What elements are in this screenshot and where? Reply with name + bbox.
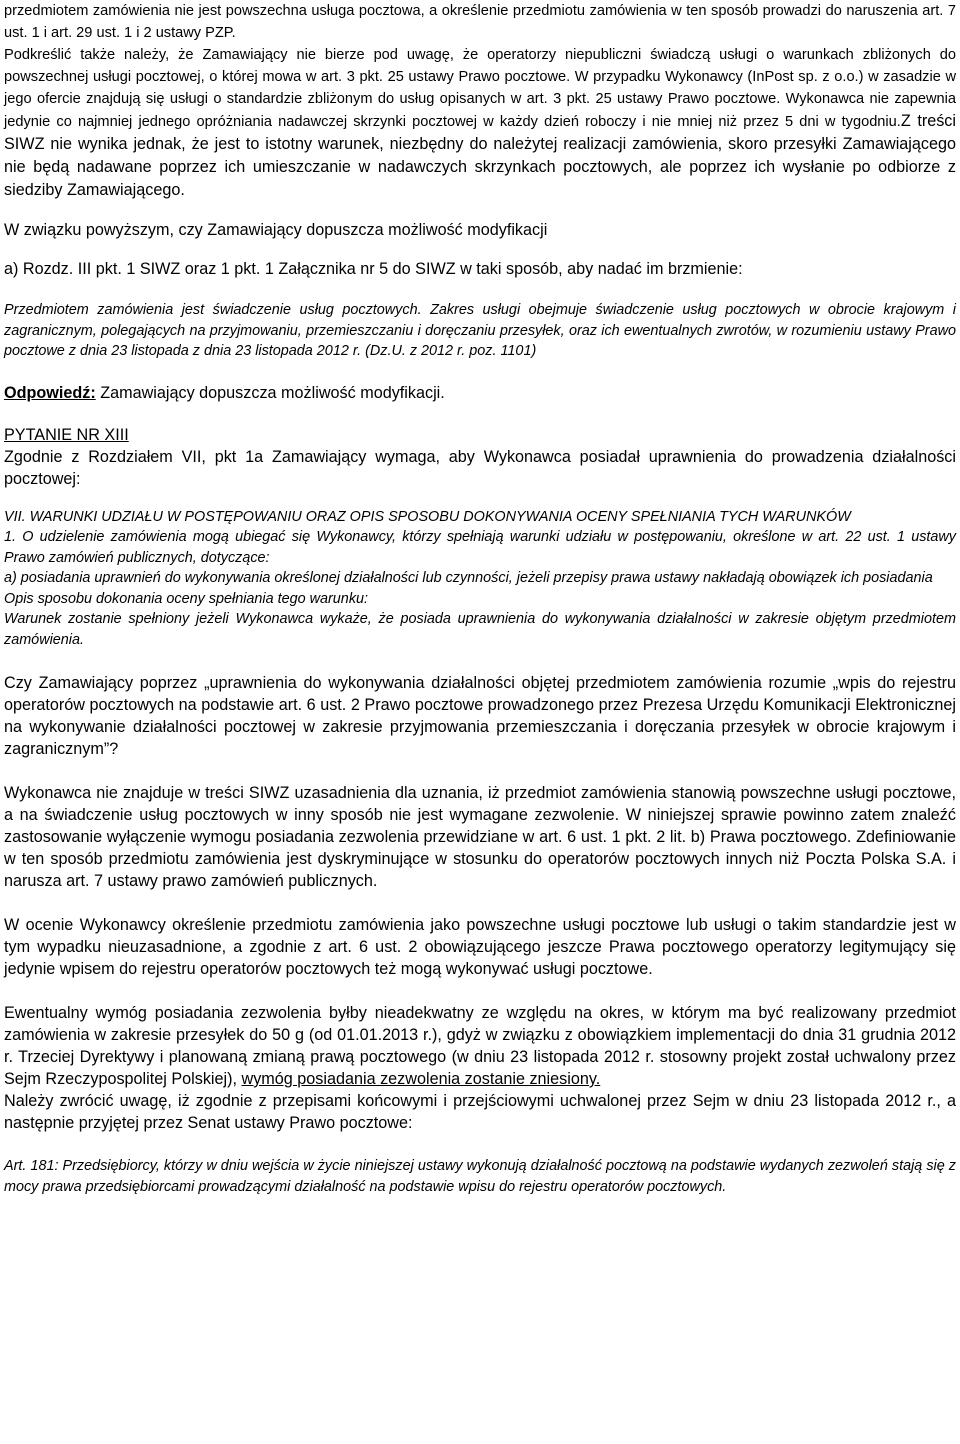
quoted-subject-definition: Przedmiotem zamówienia jest świadczenie usług pocztowych. Zakres usługi obejmuje świadczenie usług pocztowych w obrocie krajowym i zagranicznym, polegających na przyjmowaniu, przemieszczaniu i doręczaniu przesyłek, oraz ich ewentualnych zwrotów, w rozumieniu ustawy Prawo pocztowe z dnia 23 listopada z dnia 23 listopada 2012 r. (Dz.U. z 2012 r. poz. 1101) <box>4 302 956 359</box>
paragraph-question-modify: W związku powyższym, czy Zamawiający dopuszcza możliwość modyfikacji <box>4 221 548 239</box>
quoted-condition-1: 1. O udzielenie zamówienia mogą ubiegać się Wykonawcy, którzy spełniają warunki udziału w postępowaniu, określone w art. 22 ust. 1 ustawy Prawo zamówień publicznych, dotyczące: <box>4 529 956 566</box>
quoted-condition-a: a) posiadania uprawnień do wykonywania określonej działalności lub czynności, jeżeli przepisy prawa ustawy nakładają obowiązek ich posiadania <box>4 570 933 586</box>
paragraph-contractor-argument: Wykonawca nie znajduje w treści SIWZ uzasadnienia dla uznania, iż przedmiot zamówienia stanowią powszechne usługi pocztowe, a na świadczenie usług pocztowych w inny sposób nie jest wymagane zezwolenie. W niniejszej sprawie powinno zatem znaleźć zastosowanie wyłączenie wymogu posiadania zezwolenia przewidziane w art. 6 ust. 1 pkt. 2 lit. b) Prawa pocztowego. Zdefiniowanie w ten sposób przedmiotu zamówienia jest dyskryminujące w stosunku do operatorów pocztowych innych niż Poczta Polska S.A. i narusza art. 7 ustawy prawo zamówień publicznych. <box>4 784 956 890</box>
paragraph-operators <box>4 44 956 202</box>
paragraph-permit-requirement <box>4 1002 956 1090</box>
paragraph-chapter-vii: Zgodnie z Rozdziałem VII, pkt 1a Zamawiający wymaga, aby Wykonawca posiadał uprawnienia do prowadzenia działalności pocztowej: <box>4 447 956 488</box>
question-heading-text: PYTANIE NR XIII <box>4 425 129 444</box>
paragraph-transitional-provisions: Należy zwrócić uwagę, iż zgodnie z przepisami końcowymi i przejściowymi uchwalonej przez Sejm w dniu 23 listopada 2012 r., a następnie przyjętej przez Senat ustawy Prawo pocztowe: <box>4 1092 956 1132</box>
paragraph-operators-text: Podkreślić także należy, że Zamawiający nie bierze pod uwagę, że operatorzy niepubliczni świadczą usługi o warunkach zbliżonych do powszechnej usługi pocztowej, o której mowa w art. 3 pkt. 25 ustawy Prawo pocztowe. W przypadku Wykonawcy (InPost sp. z o.o.) w zasadzie w jego ofercie znajdują się usługi o standardzie zbliżonym do usług opisanych w art. 3 pkt. 25 ustawy Prawo pocztowe. Wykonawca nie zapewnia jedynie co najmniej jednego opróżniania nadawczej skrzynki pocztowej w każdy dzień roboczy i nie mniej niż przez 5 dni w tygodniu. <box>4 47 956 130</box>
answer-label: Odpowiedź: <box>4 383 96 402</box>
paragraph-permit-underlined: wymóg posiadania zezwolenia zostanie zniesiony. <box>241 1070 601 1088</box>
paragraph-permit-text: Ewentualny wymóg posiadania zezwolenia byłby nieadekwatny ze względu na okres, w którym ma być realizowany przedmiot zamówienia w zakresie przesyłek do 50 g (od 01.01.2013 r.), gdyż w związku z obowiązkiem implementacji do dnia 31 grudnia 2012 r. Trzeciej Dyrektywy i planowaną zmianą prawą pocztowego (w dniu 23 listopada 2012 r. stosowny projekt został uchwalony przez Sejm Rzeczypospolitej Polskiej), <box>4 1004 956 1088</box>
paragraph-intro: przedmiotem zamówienia nie jest powszechna usługa pocztowa, a określenie przedmiotu zamówienia w ten sposób prowadzi do naruszenia art. 7 ust. 1 i art. 29 ust. 1 i 2 ustawy PZP. <box>4 3 956 41</box>
quoted-chapter-title: VII. WARUNKI UDZIAŁU W POSTĘPOWANIU ORAZ OPIS SPOSOBU DOKONYWANIA OCENY SPEŁNIANIA TYCH WARUNKÓW <box>4 508 851 525</box>
paragraph-item-a: a) Rozdz. III pkt. 1 SIWZ oraz 1 pkt. 1 Załącznika nr 5 do SIWZ w taki sposób, aby nadać im brzmienie: <box>4 260 743 278</box>
quoted-assessment-text: Warunek zostanie spełniony jeżeli Wykonawca wykaże, że posiada uprawnienia do wykonywania działalności w zakresie objętym przedmiotem zamówienia. <box>4 611 956 648</box>
quoted-assessment-title: Opis sposobu dokonania oceny spełniania tego warunku: <box>4 590 369 607</box>
paragraph-operators-tail: Z treści SIWZ nie wynika jednak, że jest to istotny warunek, niezbędny do należytej realizacji zamówienia, skoro przesyłki Zamawiającego nie będą nadawane poprzez ich umieszczanie w nadawczych skrzynkach pocztowych, ale poprzez ich wysłanie po odbiorze z siedziby Zamawiającego. <box>4 112 956 199</box>
question-heading <box>4 424 956 446</box>
answer-text: Zamawiający dopuszcza możliwość modyfikacji. <box>95 383 445 402</box>
paragraph-contractor-opinion: W ocenie Wykonawcy określenie przedmiotu zamówienia jako powszechne usługi pocztowe lub usługi o takim standardzie jest w tym wypadku nieuzasadnione, a zgodnie z art. 6 ust. 2 obowiązującego jeszcze Prawa pocztowego operatorzy legitymujący się jedynie wpisem do rejestru operatorów pocztowych też mogą wykonywać usługi pocztowe. <box>4 916 956 978</box>
quoted-article-181: Art. 181: Przedsiębiorcy, którzy w dniu wejścia w życie niniejszej ustawy wykonują działalność pocztową na podstawie wydanych zezwoleń stają się z mocy prawa przedsiębiorcami prowadzącymi działalność na podstawie wpisu do rejestru operatorów pocztowych. <box>4 1158 956 1195</box>
paragraph-question-permissions: Czy Zamawiający poprzez „uprawnienia do wykonywania działalności objętej przedmiotem zamówienia rozumie „wpis do rejestru operatorów pocztowych na podstawie art. 6 ust. 2 Prawo pocztowe prowadzonego przez Prezesa Urzędu Komunikacji Elektronicznej na wykonywanie działalności pocztowej w zakresie przyjmowania przemieszczania i doręczania przesyłek w obrocie krajowym i zagranicznym”? <box>4 674 956 758</box>
answer-paragraph <box>4 382 956 404</box>
